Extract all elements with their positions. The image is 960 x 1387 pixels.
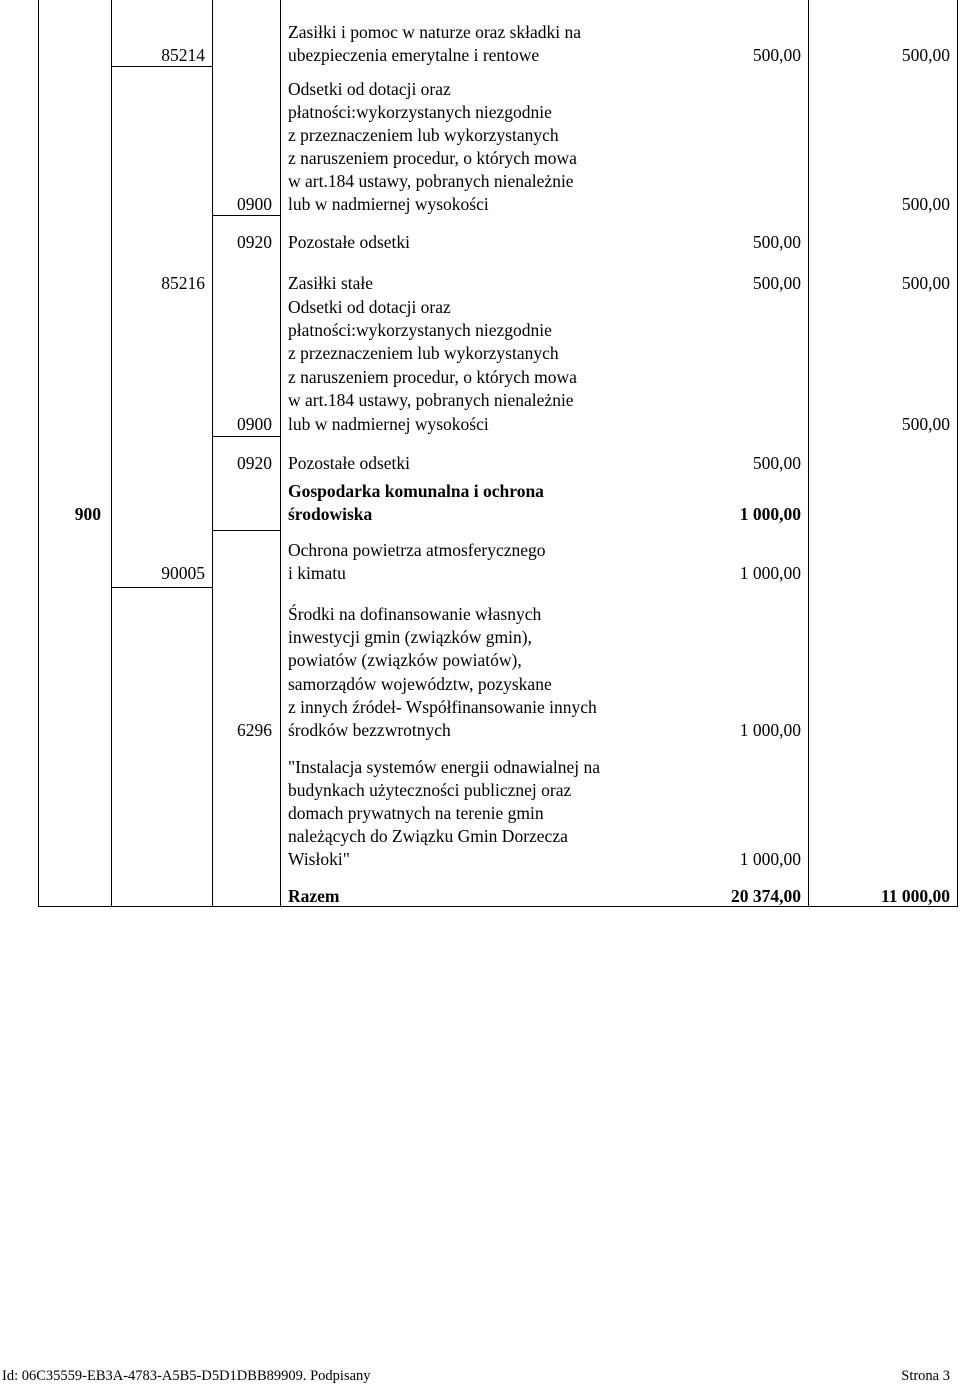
amount-cell: 500,00 [752,453,801,473]
description-line: lub w nadmiernej wysokości [288,414,489,434]
amount-cell: 500,00 [901,414,950,434]
description-line: z naruszeniem procedur, o których mowa [288,367,577,387]
amount-cell: 500,00 [901,273,950,293]
total-amount: 11 000,00 [880,886,950,906]
description-line: środowiska [288,504,373,524]
total-label: Razem [288,886,340,906]
amount-cell: 1 000,00 [739,720,801,740]
description-line: Środki na dofinansowanie własnych [288,604,542,624]
description-line: ubezpieczenia emerytalne i rentowe [288,45,540,65]
row-divider [212,530,280,531]
code-cell: 90005 [161,563,205,583]
amount-cell: 1 000,00 [739,504,801,524]
amount-cell: 500,00 [752,45,801,65]
table-left-border [38,0,39,906]
description-line: Zasiłki i pomoc w naturze oraz składki na [288,22,582,42]
description-line: z przeznaczeniem lub wykorzystanych [288,125,559,145]
description-line: Pozostałe odsetki [288,232,410,252]
code-cell: 0920 [237,232,272,252]
amount-cell: 500,00 [901,194,950,214]
amount-cell: 500,00 [752,232,801,252]
code-cell: 6296 [237,720,272,740]
description-line: Gospodarka komunalna i ochrona [288,481,544,501]
column-divider-4 [808,0,809,906]
description-line: z naruszeniem procedur, o których mowa [288,148,577,168]
description-line: Ochrona powietrza atmosferycznego [288,540,546,560]
description-line: środków bezzwrotnych [288,720,451,740]
column-divider-1 [111,0,112,906]
amount-cell: 1 000,00 [739,849,801,869]
total-amount: 20 374,00 [731,886,801,906]
description-line: inwestycji gmin (związków gmin), [288,627,532,647]
description-line: z innych źródeł- Współfinansowanie innych [288,697,597,717]
description-line: powiatów (związków powiatów), [288,650,522,670]
description-line: należących do Związku Gmin Dorzecza [288,826,568,846]
code-cell: 85216 [161,273,205,293]
description-line: "Instalacja systemów energii odnawialnej na [288,757,601,777]
description-line: samorządów województw, pozyskane [288,674,552,694]
description-line: płatności:wykorzystanych niezgodnie [288,102,552,122]
description-line: lub w nadmiernej wysokości [288,194,489,214]
column-divider-3 [280,0,281,906]
code-cell: 900 [74,504,101,524]
table-right-border [957,0,958,906]
description-line: Wisłoki" [288,849,350,869]
description-line: w art.184 ustawy, pobranych nienależnie [288,171,574,191]
amount-cell: 500,00 [752,273,801,293]
description-line: domach prywatnych na terenie gmin [288,803,544,823]
amount-cell: 1 000,00 [739,563,801,583]
code-cell: 0920 [237,453,272,473]
code-cell: 0900 [237,194,272,214]
description-line: Zasiłki stałe [288,273,374,293]
code-cell: 85214 [161,45,205,65]
row-divider [111,587,212,588]
amount-cell: 500,00 [901,45,950,65]
document-id: Id: 06C35559-EB3A-4783-A5B5-D5D1DBB89909. Podpisany [2,1368,371,1384]
description-line: z przeznaczeniem lub wykorzystanych [288,343,559,363]
row-divider [212,436,280,437]
page-number: Strona 3 [901,1368,950,1384]
description-line: płatności:wykorzystanych niezgodnie [288,320,552,340]
description-line: Pozostałe odsetki [288,453,410,473]
description-line: Odsetki od dotacji oraz [288,297,451,317]
description-line: i kimatu [288,563,346,583]
description-line: Odsetki od dotacji oraz [288,79,451,99]
description-line: w art.184 ustawy, pobranych nienależnie [288,390,574,410]
code-cell: 0900 [237,414,272,434]
description-line: budynkach użyteczności publicznej oraz [288,780,572,800]
